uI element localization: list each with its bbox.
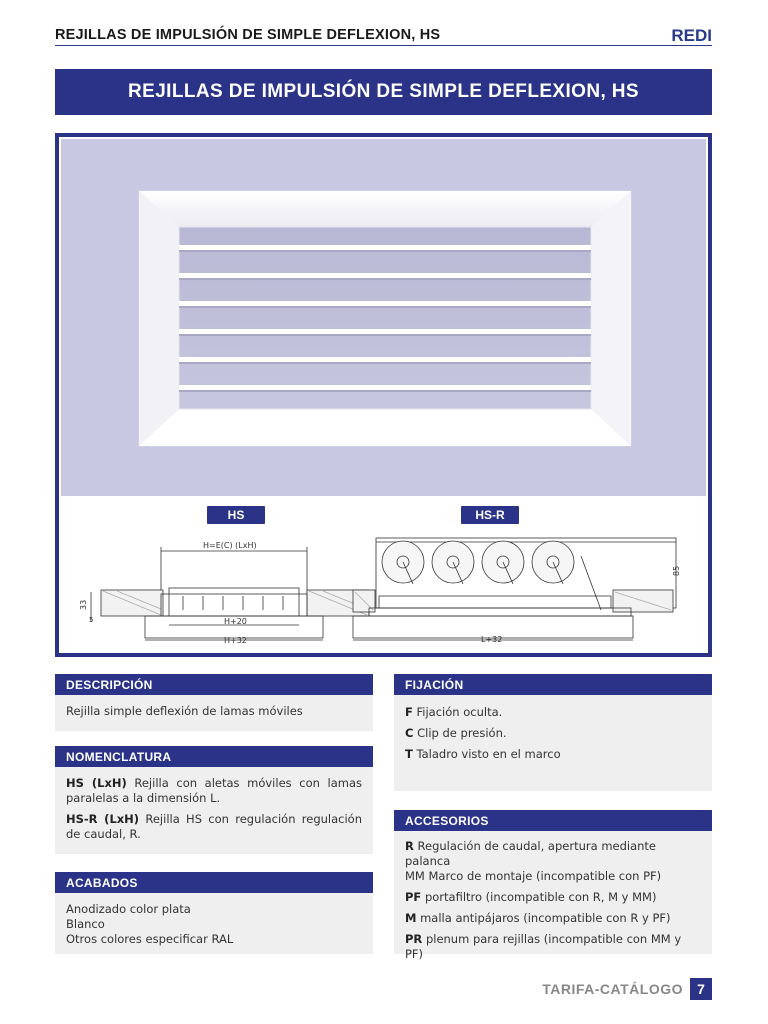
accesorios-code: PF bbox=[405, 890, 422, 904]
hs-section-drawing bbox=[91, 547, 369, 640]
accesorios-code: M bbox=[405, 911, 417, 925]
hs-dim-h20: H+20 bbox=[224, 617, 247, 626]
section-nomenclatura bbox=[55, 746, 373, 854]
nomenclatura-heading: NOMENCLATURA bbox=[55, 746, 373, 767]
acabados-line: Anodizado color plata bbox=[66, 902, 191, 916]
section-fijacion bbox=[394, 674, 712, 791]
hs-r-dim-l32: L+32 bbox=[481, 635, 503, 644]
hs-r-label: HS-R bbox=[461, 506, 519, 524]
fijacion-code: T bbox=[405, 747, 413, 761]
page-title-bar bbox=[55, 69, 712, 115]
fijacion-heading: FIJACIÓN bbox=[394, 674, 712, 695]
hs-dim-5: 5 bbox=[89, 616, 94, 624]
accesorios-item bbox=[405, 932, 701, 962]
accesorios-text: portafiltro (incompatible con R, M y MM) bbox=[421, 890, 657, 904]
hs-r-section-drawing bbox=[353, 538, 676, 640]
nomenclatura-text-hs: Rejilla con aletas móviles con lamas paralelas a la dimensión L. bbox=[66, 776, 363, 805]
acabados-heading: ACABADOS bbox=[55, 872, 373, 893]
fijacion-text: Taladro visto en el marco bbox=[412, 747, 561, 761]
fijacion-text: Clip de presión. bbox=[413, 726, 507, 740]
fijacion-item bbox=[405, 705, 701, 720]
fijacion-code: C bbox=[405, 726, 414, 740]
accesorios-item bbox=[405, 890, 701, 905]
accesorios-heading: ACCESORIOS bbox=[394, 810, 712, 831]
hs-dim-33: 33 bbox=[79, 599, 88, 610]
acabados-line: Blanco bbox=[66, 917, 105, 931]
hs-label: HS bbox=[207, 506, 265, 524]
product-photo bbox=[61, 139, 706, 496]
nomenclatura-code-hs: HS (LxH) bbox=[66, 776, 127, 790]
section-descripcion bbox=[55, 674, 373, 731]
running-header-title: REJILLAS DE IMPULSIÓN DE SIMPLE DEFLEXION, HS bbox=[55, 27, 441, 43]
accesorios-item-r bbox=[405, 839, 701, 884]
nomenclatura-item-hs-r bbox=[66, 812, 362, 842]
fijacion-code: F bbox=[405, 705, 413, 719]
hs-dim-top: H=E(C) (LxH) bbox=[203, 541, 257, 550]
page-number: 7 bbox=[690, 978, 712, 1000]
hs-dim-h32: H+32 bbox=[224, 636, 247, 645]
fijacion-item bbox=[405, 726, 701, 741]
product-figure bbox=[55, 133, 712, 657]
page-footer bbox=[542, 978, 712, 1000]
accesorios-item bbox=[405, 911, 701, 926]
nomenclatura-text-hs-r: Rejilla HS con regulación regulación de caudal, R. bbox=[66, 812, 363, 841]
technical-drawings bbox=[61, 498, 706, 653]
brand-logo: REDI bbox=[671, 26, 712, 45]
nomenclatura-item-hs bbox=[66, 776, 362, 806]
accesorios-text: plenum para rejillas (incompatible con MM y PF) bbox=[405, 932, 682, 961]
acabados-line: Otros colores especificar RAL bbox=[66, 932, 234, 946]
accesorios-text: malla antipájaros (incompatible con R y PF) bbox=[416, 911, 671, 925]
hs-r-dim-85: 85 bbox=[672, 565, 681, 576]
section-accesorios bbox=[394, 810, 712, 961]
section-drawings bbox=[61, 498, 706, 653]
accesorios-text-mm: MM Marco de montaje (incompatible con PF) bbox=[405, 869, 662, 883]
descripcion-heading: DESCRIPCIÓN bbox=[55, 674, 373, 695]
accesorios-code: PR bbox=[405, 932, 423, 946]
accesorios-text: Regulación de caudal, apertura mediante palanca bbox=[405, 839, 657, 868]
accesorios-code: R bbox=[405, 839, 414, 853]
descripcion-text: Rejilla simple deflexión de lamas móviles bbox=[66, 704, 303, 718]
running-header bbox=[55, 26, 712, 46]
nomenclatura-code-hs-r: HS-R (LxH) bbox=[66, 812, 140, 826]
fijacion-item bbox=[405, 747, 701, 762]
fijacion-text: Fijación oculta. bbox=[412, 705, 503, 719]
grille-illustration bbox=[61, 139, 706, 496]
page-title: REJILLAS DE IMPULSIÓN DE SIMPLE DEFLEXION, HS bbox=[128, 81, 639, 102]
section-acabados bbox=[55, 872, 373, 954]
footer-label: TARIFA-CATÁLOGO bbox=[542, 981, 683, 997]
